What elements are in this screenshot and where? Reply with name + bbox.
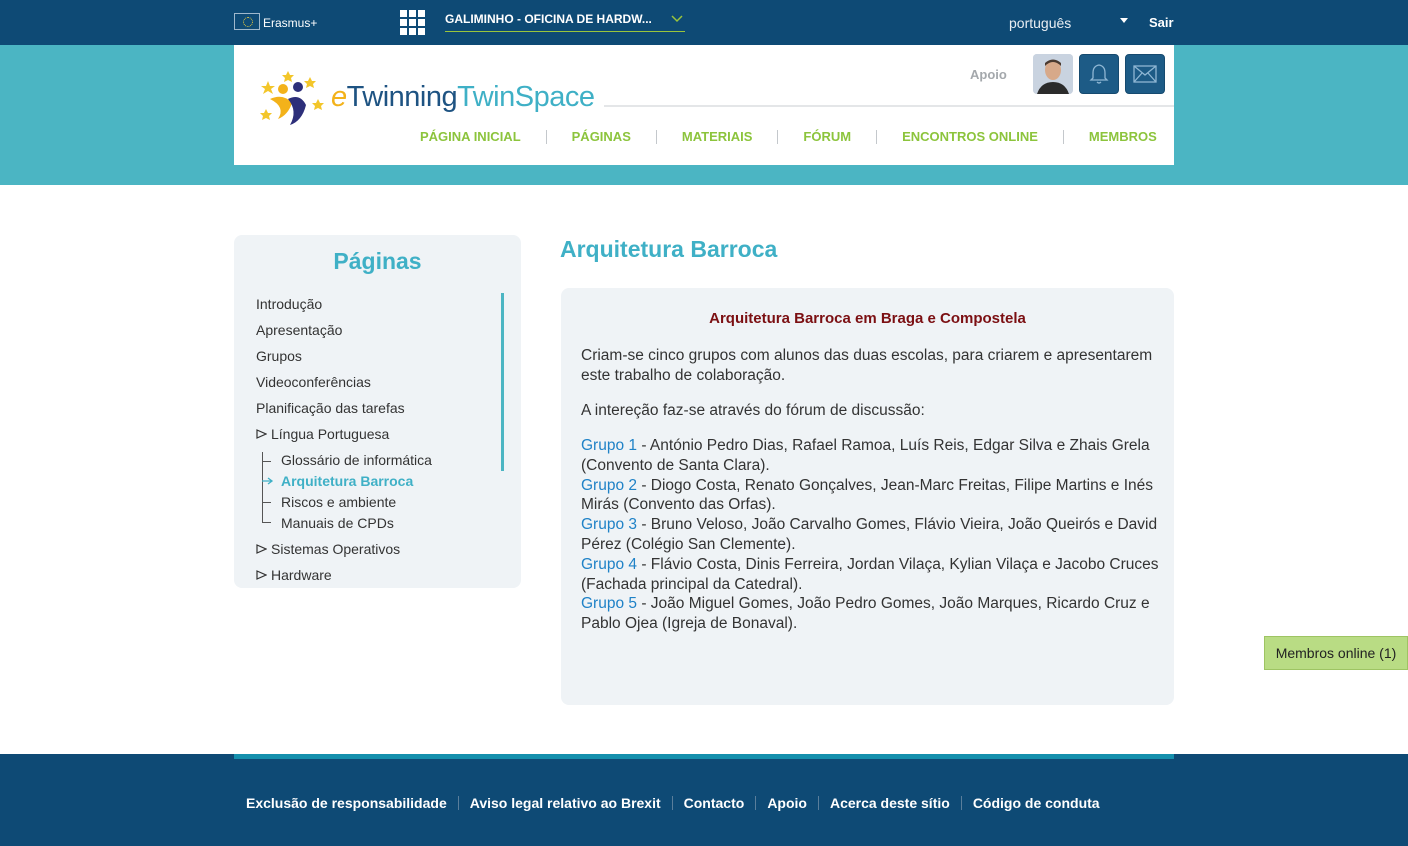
header-card <box>234 45 1174 165</box>
sidebar-subitem-manuais[interactable]: Manuais de CPDs <box>281 515 394 531</box>
footer-link-codigo-conduta[interactable]: Código de conduta <box>972 795 1100 811</box>
sidebar-title: Páginas <box>333 248 422 274</box>
group-members: - António Pedro Dias, Rafael Ramoa, Luís Reis, Edgar Silva e Zhais Grela (Convento de Santa Clara). <box>581 437 1150 474</box>
footer-accent-bar <box>234 754 1174 759</box>
nav-separator <box>777 130 778 144</box>
top-bar <box>0 0 1408 45</box>
nav-separator <box>876 130 877 144</box>
logout-link[interactable]: Sair <box>1149 15 1174 30</box>
sidebar-subitem-glossario[interactable]: Glossário de informática <box>281 452 432 468</box>
footer-nav <box>246 795 1100 811</box>
etwinning-logo[interactable] <box>258 69 595 129</box>
group-link[interactable]: Grupo 1 <box>581 437 638 454</box>
section-label: Sistemas Operativos <box>271 541 401 557</box>
sidebar-item-grupos[interactable]: Grupos <box>256 348 302 364</box>
forum-paragraph: A intereção faz-se através do fórum de discussão: <box>581 402 925 419</box>
group-members: - Diogo Costa, Renato Gonçalves, Jean-Marc Freitas, Filipe Martins e Inés Mirás (Convento das Orfas). <box>581 476 1154 514</box>
sidebar-section-sistemas[interactable] <box>256 541 400 557</box>
intro-paragraph: Criam-se cinco grupos com alunos das duas escolas, para criarem e apresentarem este trabalho de colaboração. <box>581 347 1153 384</box>
sidebar-subitem-riscos[interactable]: Riscos e ambiente <box>281 494 397 510</box>
expand-triangle-icon <box>256 567 267 583</box>
logo-twinspace: TwinSpace <box>457 81 595 113</box>
tree-connector <box>262 452 263 522</box>
group-members: - João Miguel Gomes, João Pedro Gomes, João Marques, Ricardo Cruz e Pablo Ojea (Igreja de Bonaval). <box>581 595 1150 633</box>
etwinning-figure-icon <box>258 69 330 129</box>
sidebar-item-apresentacao[interactable]: Apresentação <box>256 322 343 338</box>
sidebar-section-hardware[interactable] <box>256 567 332 583</box>
envelope-icon <box>1133 64 1157 84</box>
group-entry <box>581 436 1161 476</box>
main-nav <box>420 129 1157 144</box>
footer <box>0 754 1408 846</box>
group-members: - Bruno Veloso, João Carvalho Gomes, Flávio Vieira, João Queirós e David Pérez (Colégio San Clemente). <box>581 516 1158 553</box>
group-entry <box>581 515 1161 555</box>
apoio-link[interactable]: Apoio <box>970 67 1007 82</box>
footer-separator <box>755 796 756 810</box>
user-photo-icon <box>1033 54 1073 94</box>
footer-separator <box>961 796 962 810</box>
erasmus-logo[interactable] <box>234 13 317 30</box>
group-entry <box>581 594 1161 634</box>
group-members: - Flávio Costa, Dinis Ferreira, Jordan Vilaça, Kylian Vilaça e Jacobo Cruces (Fachada principal da Catedral). <box>581 555 1159 593</box>
bell-icon <box>1088 63 1110 85</box>
logo-twinning: Twinning <box>346 81 458 113</box>
expand-triangle-icon <box>256 541 267 557</box>
group-link[interactable]: Grupo 5 <box>581 595 638 613</box>
footer-separator <box>672 796 673 810</box>
footer-link-acerca[interactable]: Acerca deste sítio <box>829 795 950 811</box>
sidebar-item-videoconferencias[interactable]: Videoconferências <box>256 374 371 390</box>
footer-link-apoio[interactable]: Apoio <box>767 795 807 811</box>
section-label: Língua Portuguesa <box>271 426 390 442</box>
nav-encontros-online[interactable]: ENCONTROS ONLINE <box>902 129 1038 144</box>
logo-e: e <box>331 81 347 113</box>
groups-list <box>581 436 1161 634</box>
erasmus-label: Erasmus+ <box>263 16 318 30</box>
group-link[interactable]: Grupo 4 <box>581 555 638 573</box>
nav-separator <box>656 130 657 144</box>
group-entry <box>581 476 1161 516</box>
footer-separator <box>818 796 819 810</box>
nav-pagina-inicial[interactable]: PÁGINA INICIAL <box>420 129 521 144</box>
page-title: Arquitetura Barroca <box>560 236 778 262</box>
group-link[interactable]: Grupo 3 <box>581 516 638 534</box>
notifications-button[interactable] <box>1079 54 1119 94</box>
nav-paginas[interactable]: PÁGINAS <box>571 129 631 144</box>
logo-text <box>331 81 594 114</box>
footer-separator <box>458 796 459 810</box>
active-arrow-icon <box>262 477 276 485</box>
membros-online-button[interactable]: Membros online (1) <box>1264 636 1408 670</box>
project-select[interactable] <box>445 12 685 32</box>
sidebar-item-planificacao[interactable]: Planificação das tarefas <box>256 400 405 416</box>
messages-button[interactable] <box>1125 54 1165 94</box>
group-link[interactable]: Grupo 2 <box>581 476 638 494</box>
nav-membros[interactable]: MEMBROS <box>1088 129 1157 144</box>
nav-materiais[interactable]: MATERIAIS <box>681 129 753 144</box>
avatar[interactable] <box>1033 54 1073 94</box>
sidebar-item-introducao[interactable]: Introdução <box>256 296 323 312</box>
tree-tick <box>262 522 271 523</box>
chevron-down-icon <box>671 12 683 26</box>
footer-link-brexit[interactable]: Aviso legal relativo ao Brexit <box>469 795 661 811</box>
caret-down-icon[interactable] <box>1120 18 1128 23</box>
tree-tick <box>262 502 271 503</box>
nav-separator <box>1063 130 1064 144</box>
sidebar-subitem-arquitetura-barroca[interactable]: Arquitetura Barroca <box>281 473 414 489</box>
sidebar-section-lingua[interactable] <box>256 426 389 442</box>
eu-flag-icon <box>234 13 260 30</box>
expand-triangle-icon <box>256 426 267 442</box>
header-divider <box>604 105 1174 107</box>
tree-tick <box>262 461 271 462</box>
content-subtitle: Arquitetura Barroca em Braga e Compostela <box>709 310 1026 327</box>
nav-separator <box>546 130 547 144</box>
apps-grid-icon[interactable] <box>400 10 425 35</box>
sidebar-scrollbar[interactable] <box>501 293 504 471</box>
footer-link-contacto[interactable]: Contacto <box>683 795 745 811</box>
section-label: Hardware <box>271 567 332 583</box>
project-title: GALIMINHO - OFICINA DE HARDW... <box>445 12 652 26</box>
page-content <box>561 288 1174 705</box>
pages-sidebar <box>234 235 521 588</box>
language-select[interactable]: português <box>1009 15 1072 31</box>
nav-forum[interactable]: FÓRUM <box>803 129 852 144</box>
group-entry <box>581 555 1161 595</box>
footer-link-exclusao[interactable]: Exclusão de responsabilidade <box>246 795 447 811</box>
